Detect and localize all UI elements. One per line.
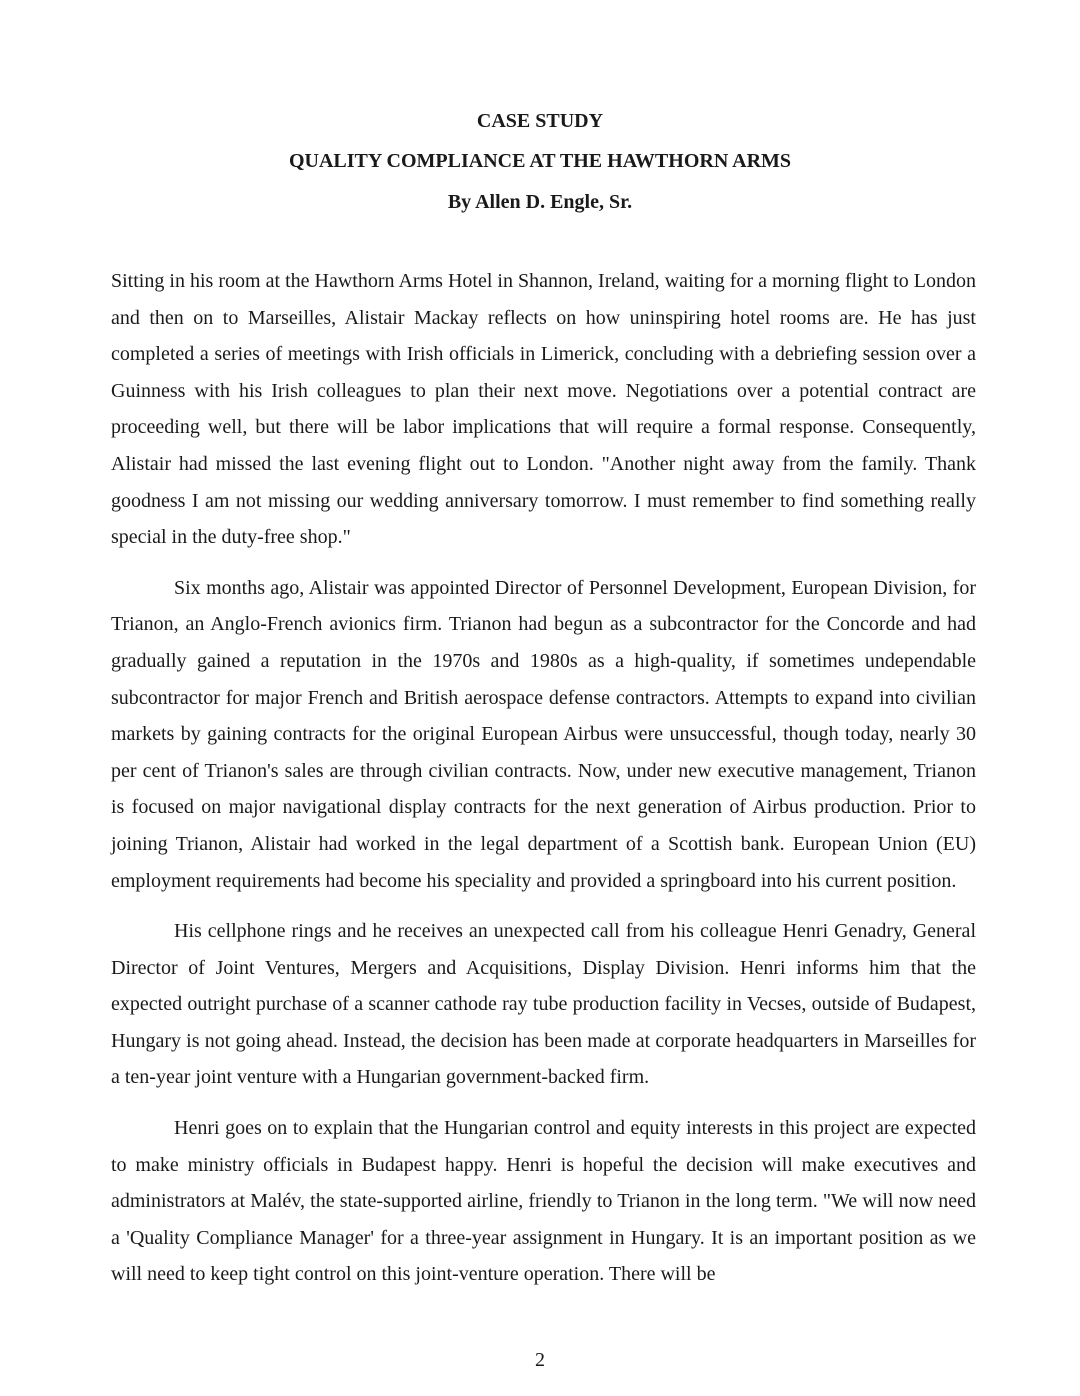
case-study-label: CASE STUDY	[476, 110, 604, 132]
body-text	[111, 263, 976, 1307]
paragraph-1: Sitting in his room at the Hawthorn Arms Hotel in Shannon, Ireland, waiting for a morning flight to London and then on to Marseilles, Alistair Mackay reflects on how uninspiring hotel rooms are. He has just completed a series of meetings with Irish officials in Limerick, concluding with a debriefing session over a Guinness with his Irish colleagues to plan their next move. Negotiations over a potential contract are proceeding well, but there will be labor implications that will require a formal response. Consequently, Alistair had missed the last evening flight out to London. "Another night away from the family. Thank goodness I am not missing our wedding anniversary tomorrow. I must remember to find something really special in the duty-free shop."	[111, 270, 976, 549]
paragraph-3: His cellphone rings and he receives an unexpected call from his colleague Henri Genadry, General Director of Joint Ventures, Mergers and Acquisitions, Display Division. Henri informs him that the expected outright purchase of a scanner cathode ray tube production facility in Vecses, outside of Budapest, Hungary is not going ahead. Instead, the decision has been made at corporate headquarters in Marseilles for a ten-year joint venture with a Hungarian government-backed firm.	[111, 920, 976, 1089]
page-number: 2	[535, 1349, 545, 1371]
document-title: QUALITY COMPLIANCE AT THE HAWTHORN ARMS	[288, 150, 792, 172]
author-byline: By Allen D. Engle, Sr.	[447, 191, 633, 213]
paragraph-4: Henri goes on to explain that the Hungarian control and equity interests in this project are expected to make ministry officials in Budapest happy. Henri is hopeful the decision will make executives and administrators at Malév, the state-supported airline, friendly to Trianon in the long term. "We will now need a 'Quality Compliance Manager' for a three-year assignment in Hungary. It is an important position as we will need to keep tight control on this joint-venture operation. There will be	[111, 1117, 976, 1286]
paragraph-2: Six months ago, Alistair was appointed Director of Personnel Development, European Division, for Trianon, an Anglo-French avionics firm. Trianon had begun as a subcontractor for the Concorde and had gradually gained a reputation in the 1970s and 1980s as a high-quality, if sometimes undependable subcontractor for major French and British aerospace defense contractors. Attempts to expand into civilian markets by gaining contracts for the original European Airbus were unsuccessful, though today, nearly 30 per cent of Trianon's sales are through civilian contracts. Now, under new executive management, Trianon is focused on major navigational display contracts for the next generation of Airbus production. Prior to joining Trianon, Alistair had worked in the legal department of a Scottish bank. European Union (EU) employment requirements had become his speciality and provided a springboard into his current position.	[111, 576, 976, 892]
